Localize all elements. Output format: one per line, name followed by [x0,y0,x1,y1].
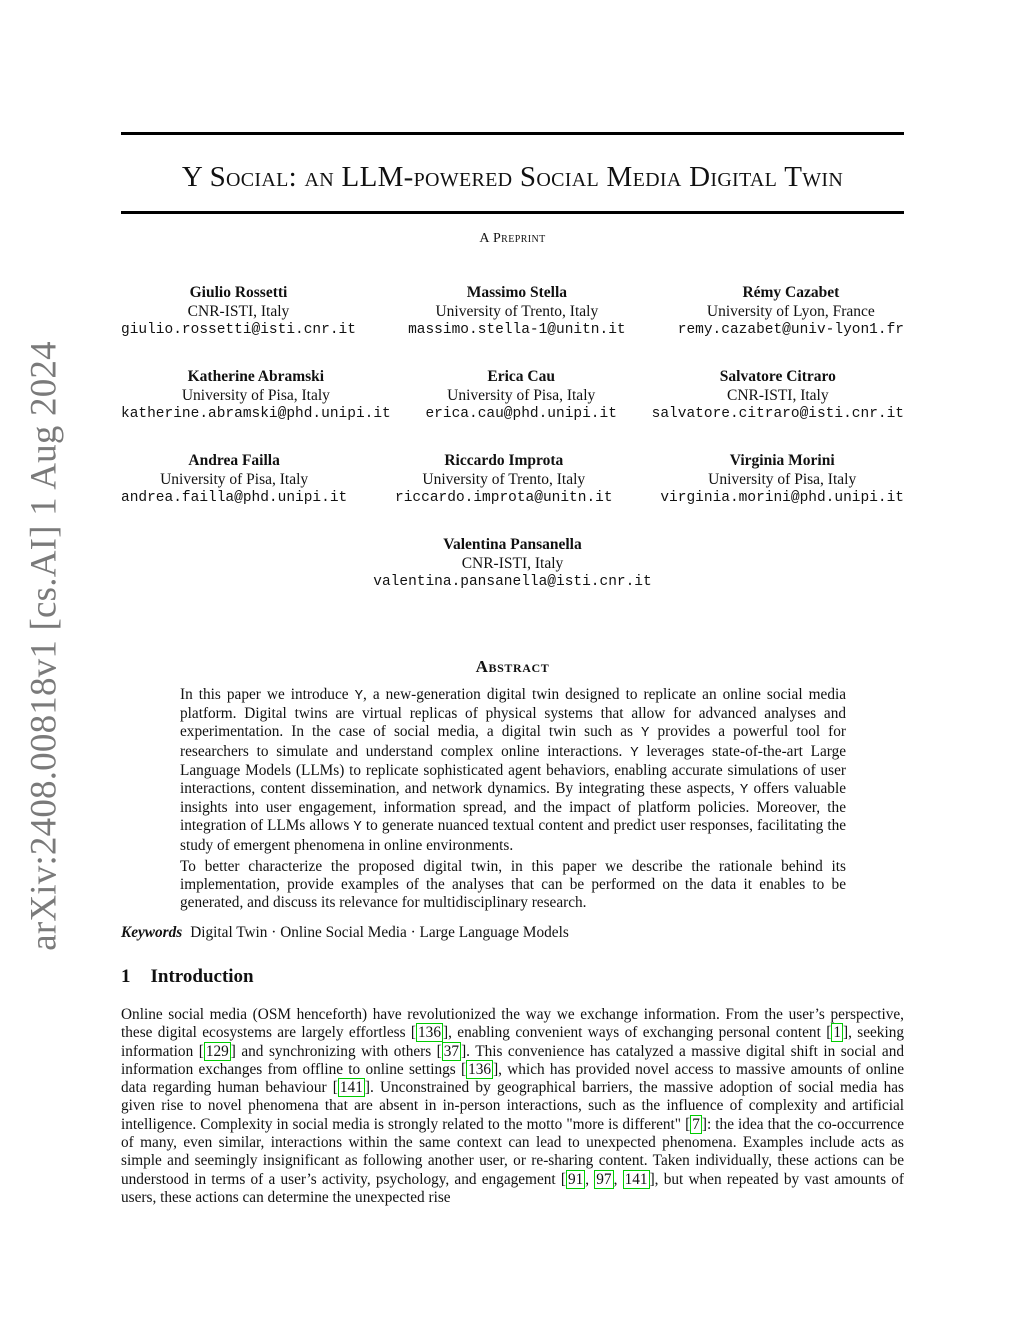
arxiv-side-stamp: arXiv:2408.00818v1 [cs.AI] 1 Aug 2024 [23,341,65,951]
author-name: Riccardo Improta [444,452,564,469]
author-affiliation: University of Lyon, France [706,302,875,320]
author-email[interactable]: salvatore.citraro@isti.cnr.it [651,406,904,422]
author-email[interactable]: erica.cau@phd.unipi.it [425,406,617,422]
author [373,536,651,620]
abstract-paragraph: To better characterize the proposed digital twin, in this paper we describe the rationale behind its implementation, provide examples of the analyses that can be performed on the data it enables to be generated, and discuss its relevance for multidisciplinary research. [180,857,846,912]
citation-link[interactable]: 7 [692,1115,700,1133]
citation-link[interactable]: 141 [339,1079,363,1097]
section-heading [121,966,254,988]
author [660,452,904,536]
citation-link[interactable]: 136 [418,1024,441,1042]
keywords-line [121,924,904,942]
author-affiliation: CNR-ISTI, Italy [727,386,829,404]
author [425,368,616,452]
citation-link[interactable]: 141 [624,1170,648,1188]
citation-link[interactable]: 91 [567,1170,584,1188]
abstract-paragraph: In this paper we introduce Y, a new-generation digital twin designed to replicate an online social media platform. Digital twins are virtual replicas of physical systems that allow for advanced analyses and experimentation. In the case of social media, a digital twin such as Y provides a powerful tool for researchers to simulate and understand complex online interactions. Y leverages state-of-the-art Large Language Models (LLMs) to replicate sophisticated agent behaviors, enabling accurate simulations of user interactions, content dissemination, and network dynamics. By integrating these aspects, Y offers valuable insights into user engagement, information spread, and the impact of platform policies. Moreover, the integration of LLMs allows Y to generate nuanced textual content and predict user responses, facilitating the study of emergent phenomena in online environments. [180,686,847,854]
author [121,284,356,368]
author-name: Rémy Cazabet [742,284,840,301]
author-name: Giulio Rossetti [189,284,288,301]
author [678,284,904,368]
citation-link[interactable]: 136 [468,1060,492,1078]
author-email[interactable]: giulio.rossetti@isti.cnr.it [121,322,356,338]
author-row [121,368,904,452]
author [652,368,904,452]
author-name: Katherine Abramski [187,368,325,385]
citation-link[interactable]: 1 [833,1024,841,1042]
author-name: Salvatore Citraro [719,368,836,385]
author-affiliation: CNR-ISTI, Italy [461,554,564,572]
abstract-heading: Abstract [475,657,550,676]
author-email[interactable]: katherine.abramski@phd.unipi.it [121,406,391,422]
intro-body [121,1006,904,1207]
author-affiliation: University of Trento, Italy [435,302,599,320]
preprint-label: A Preprint [479,231,546,246]
author-email[interactable]: virginia.morini@phd.unipi.it [660,490,904,506]
author-row [121,536,904,620]
author-name: Erica Cau [487,368,555,385]
section-title: Introduction [150,966,254,987]
author [408,284,626,368]
author [395,452,613,536]
keywords-label: Keywords [121,924,183,941]
citation-link[interactable]: 97 [596,1170,612,1188]
section-number: 1 [121,966,131,987]
title-rule-bottom [121,211,904,214]
citation-link[interactable]: 37 [443,1042,460,1060]
author-row [121,452,904,536]
author [121,452,347,536]
abstract-body [180,686,846,915]
author-affiliation: University of Trento, Italy [422,470,586,488]
paper-title: Y Social: an LLM-powered Social Media Digital Twin [181,161,844,193]
author-name: Andrea Failla [188,452,280,469]
title-rule-top [121,132,904,135]
author-affiliation: University of Pisa, Italy [708,470,857,488]
author-affiliation: University of Pisa, Italy [447,386,596,404]
intro-paragraph: Online social media (OSM henceforth) have revolutionized the way we exchange information. From the user’s perspective, these digital ecosystems are largely effortless [ 136 ], enabling convenient ways of exchanging personal content [ 1 ], seeking information [ 129 ] and synchronizing with others [ 37 ]. This convenience has catalyzed a massive digital shift in social and information exchanges from offline to online settings [ 136 ], which has provided novel access to massive amounts of online data regarding human behaviour [ 141 ]. Unconstrained by geographical barriers, the massive adoption of social media has given rise to novel phenomena that are absent in in-person interactions, such as the influence of complexity and artificial intelligence. Complexity in social media is strongly related to the motto "more is different" [ 7 ]: the idea that the co-occurrence of many, even similar, interactions within the same context can lead to unexpected phenomena. Examples include acts as simple and seemingly insignificant as following another user, or re-sharing content. Taken individually, these actions can be understood in terms of a user’s activity, psychology, and engagement [ 91 , 97 , 141 ], but when repeated by vast amounts of users, these actions can determine the unexpected rise [121,1006,904,1206]
author-email[interactable]: massimo.stella-1@unitn.it [408,322,626,338]
author-block [121,284,904,620]
author-email[interactable]: valentina.pansanella@isti.cnr.it [373,574,652,590]
author-name: Massimo Stella [466,284,567,301]
author-affiliation: CNR-ISTI, Italy [187,302,290,320]
author-name: Virginia Morini [729,452,835,469]
author-email[interactable]: andrea.failla@phd.unipi.it [121,490,348,506]
keywords-text: Digital Twin · Online Social Media · Large Language Models [190,924,569,941]
author-email[interactable]: riccardo.improta@unitn.it [395,490,613,506]
author [121,368,391,452]
author-email[interactable]: remy.cazabet@univ-lyon1.fr [677,322,904,338]
author-row [121,284,904,368]
author-affiliation: University of Pisa, Italy [160,470,309,488]
citation-link[interactable]: 129 [205,1042,229,1060]
author-affiliation: University of Pisa, Italy [181,386,330,404]
author-name: Valentina Pansanella [443,536,582,553]
